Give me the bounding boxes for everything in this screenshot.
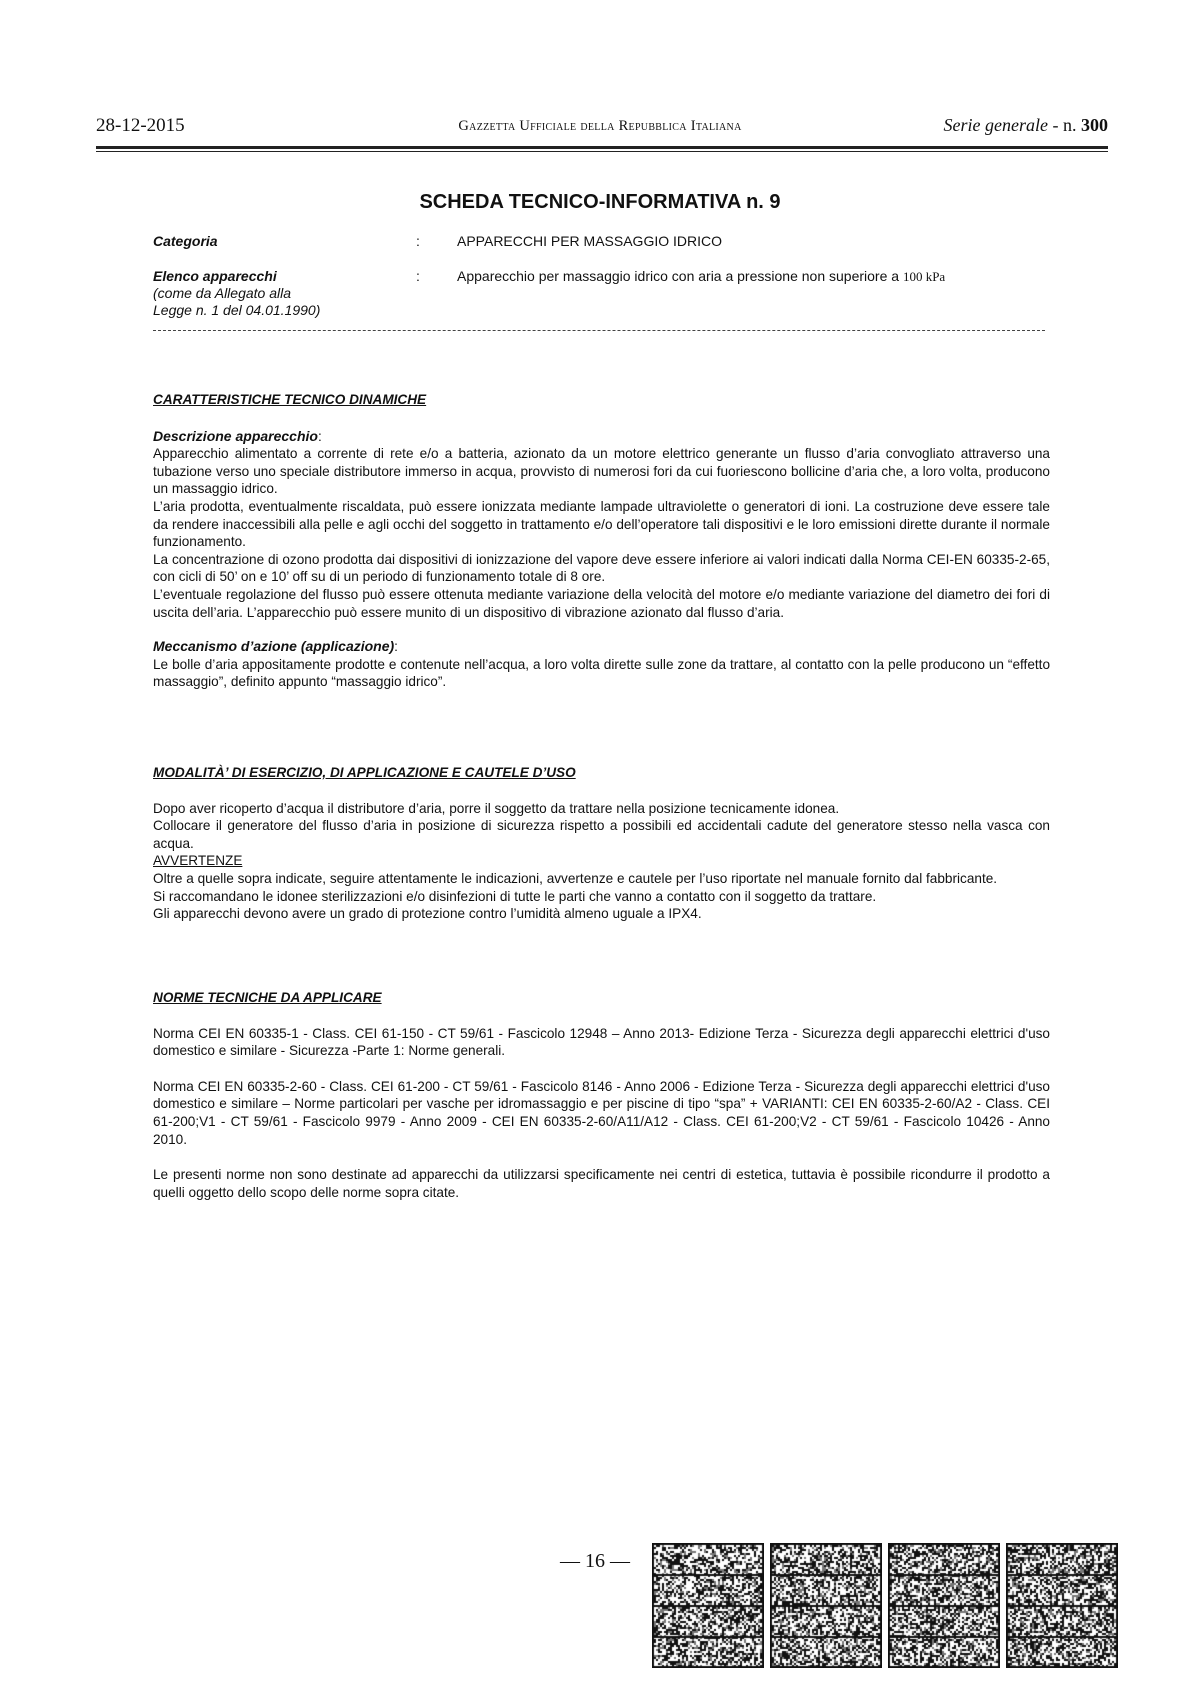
subheading-descrizione: Descrizione apparecchio [153, 427, 318, 444]
paragraph: Le presenti norme non sono destinate ad apparecchi da utilizzarsi specificamente nei centri di estetica, tuttavia è possibile ricondurre il prodotto a quelli oggetto dello scopo delle norme sopra citate. [153, 1167, 1050, 1200]
series-label: Serie generale [943, 115, 1048, 135]
paragraph: L’eventuale regolazione del flusso può essere ottenuta mediante variazione della velocità del motore e/o mediante variazione del diametro dei fori di uscita dell’aria. L’apparecchio può essere munito di un dispositivo di vibrazione azionato dal flusso d’aria. [153, 586, 1050, 620]
paragraph: Collocare il generatore del flusso d’aria in posizione di sicurezza rispetto a possibili ed accidentali cadute del generatore stesso nella vasca con acqua. [153, 818, 1050, 851]
paragraph: Dopo aver ricoperto d’acqua il distributore d’aria, porre il soggetto da trattare nella posizione tecnicamente idonea. [153, 800, 840, 816]
paragraph: Oltre a quelle sopra indicate, seguire attentamente le indicazioni, avvertenze e cautele per l’uso riportate nel manuale fornito dal fabbricante. [153, 870, 998, 886]
barcode-4 [1006, 1543, 1118, 1668]
elenco-unit: 100 kPa [902, 269, 946, 284]
barcode-2 [770, 1543, 882, 1668]
header-rule [96, 146, 1108, 149]
section-caratteristiche: CARATTERISTICHE TECNICO DINAMICHE Descrizione apparecchio: Apparecchio alimentato a corrente di rete e/o a batteria, azionato da un motore elettrico generante un flusso d’aria convogliato attraverso una tubazione verso uno speciale distributore immerso in acqua, provvisto di numerosi fori da cui fuoriescono bollicine d’aria che, a loro volta, producono un massaggio idrico. L’aria prodotta, eventualmente riscaldata, può essere ionizzata mediante lampade ultraviolette o generatori di ioni. La costruzione deve essere tale da rendere inaccessibili alla pelle e agli occhi del soggetto in trattamento e/o dell’operatore tali dispositivi e le loro emissioni dirette durante il normale funzionamento. La concentrazione di ozono prodotta dai dispositivi di ionizzazione del vapore deve essere inferiore ai valori indicati dalla Norma CEI-EN 60335-2-65, con cicli di 50’ on e 10’ off su di un periodo di funzionamento totale di 8 ore. L’eventuale regolazione del flusso può essere ottenuta mediante variazione della velocità del motore e/o mediante variazione del diametro dei fori di uscita dell’aria. L’apparecchio può essere munito di un dispositivo di vibrazione azionato dal flusso d’aria. Meccanismo d’azione (applicazione): Le bolle d’aria appositamente prodotte e contenute nell’acqua, a loro volta dirette sulle zone da trattare, al contatto con la pelle producono un “effetto massaggio”, definito appunto “massaggio idrico”. [153, 392, 1050, 690]
paragraph: Apparecchio alimentato a corrente di rete e/o a batteria, azionato da un motore elettrico generante un flusso d’aria convogliato attraverso una tubazione verso uno speciale distributore immerso in acqua, provvisto di numerosi fori da cui fuoriescono bollicine d’aria che, a loro volta, producono un massaggio idrico. [153, 446, 1050, 497]
document-title: SCHEDA TECNICO-INFORMATIVA n. 9 [419, 191, 781, 213]
dashed-separator [153, 330, 1045, 331]
paragraph: Gli apparecchi devono avere un grado di protezione contro l’umidità almeno uguale a IPX4. [153, 906, 702, 922]
series-sep: - n. [1048, 115, 1081, 135]
colon: : [416, 233, 420, 249]
section-norme [153, 989, 1050, 1201]
paragraph: La concentrazione di ozono prodotta dai dispositivi di ionizzazione del vapore deve essere inferiore ai valori indicati dalla Norma CEI-EN 60335-2-65, con cicli di 50’ on e 10’ off su di un periodo di funzionamento totale di 8 ore. [153, 551, 1050, 585]
avvertenze-label: AVVERTENZE [153, 853, 243, 869]
subheading-meccanismo: Meccanismo d’azione (applicazione) [153, 638, 395, 655]
paragraph: Norma CEI EN 60335-1 - Class. CEI 61-150 - CT 59/61 - Fascicolo 12948 – Anno 2013- Edizione Terza - Sicurezza degli apparecchi elettrici d'uso domestico e similare - Sicurezza -Parte 1: Norme generali. [153, 1025, 1050, 1059]
header-rule-thin [96, 151, 1108, 152]
elenco-label: Elenco apparecchi [153, 268, 277, 284]
section-heading: NORME TECNICHE DA APPLICARE [153, 990, 382, 1005]
elenco-text: Apparecchio per massaggio idrico con aria a pressione non superiore a [457, 268, 900, 284]
elenco-sub-2: Legge n. 1 del 04.01.1990) [153, 302, 321, 318]
categoria-value: APPARECCHI PER MASSAGGIO IDRICO [457, 233, 723, 249]
header-publication: Gazzetta Ufficiale della Repubblica Italiana [458, 118, 742, 134]
barcode-3 [888, 1543, 1000, 1668]
issue-number: 300 [1081, 115, 1108, 135]
barcode-1 [652, 1543, 764, 1668]
paragraph: Si raccomandano le idonee sterilizzazioni e/o disinfezioni di tutte le parti che vanno a contatto con il soggetto da trattare. [153, 888, 877, 904]
colon: : [416, 268, 420, 284]
categoria-label: Categoria [153, 233, 218, 249]
elenco-value [457, 268, 945, 285]
section-modalita [153, 764, 1050, 923]
header-date: 28-12-2015 [96, 115, 185, 136]
elenco-sub-1: (come da Allegato alla [153, 285, 292, 301]
header-series [944, 115, 1108, 136]
page-number: — 16 — [560, 1550, 630, 1572]
paragraph: Norma CEI EN 60335-2-60 - Class. CEI 61-200 - CT 59/61 - Fascicolo 8146 - Anno 2006 - Edizione Terza - Sicurezza degli apparecchi elettrici d'uso domestico e similare – Norme particolari per vasche per idromassaggio e per piscine di tipo “spa” + VARIANTI: CEI EN 60335-2-60/A2 - Class. CEI 61-200;V1 - CT 59/61 - Fascicolo 9979 - Anno 2009 - CEI EN 60335-2-60/A11/A12 - Class. CEI 61-200;V2 - CT 59/61 - Fascicolo 10426 - Anno 2010. [153, 1078, 1050, 1147]
paragraph: Le bolle d’aria appositamente prodotte e contenute nell’acqua, a loro volta dirette sulle zone da trattare, al contatto con la pelle producono un “effetto massaggio”, definito appunto “massaggio idrico”. [153, 656, 1050, 690]
section-heading: CARATTERISTICHE TECNICO DINAMICHE [153, 392, 427, 407]
paragraph: L’aria prodotta, eventualmente riscaldata, può essere ionizzata mediante lampade ultraviolette o generatori di ioni. La costruzione deve essere tale da rendere inaccessibili alla pelle e agli occhi del soggetto in trattamento e/o dell’operatore tali dispositivi e le loro emissioni dirette durante il normale funzionamento. [153, 498, 1050, 550]
section-heading: MODALITÀ’ DI ESERCIZIO, DI APPLICAZIONE E CAUTELE D’USO [153, 765, 576, 780]
